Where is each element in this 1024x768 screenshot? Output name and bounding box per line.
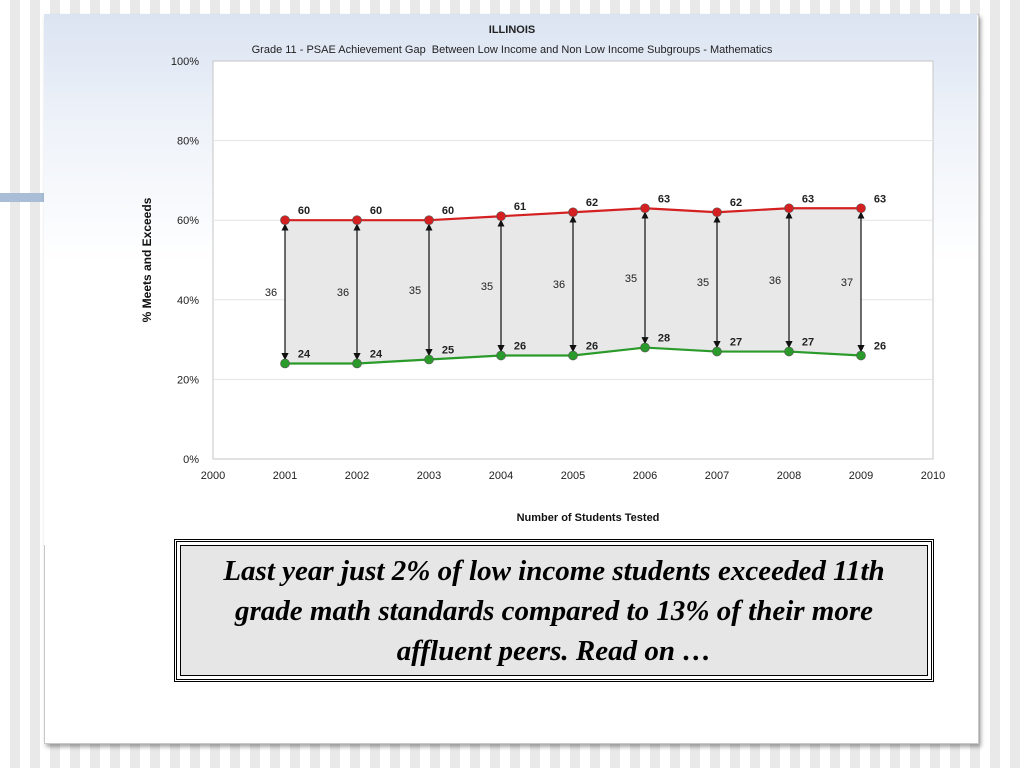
data-point [353,216,362,225]
y-tick-label: 80% [176,135,199,148]
data-label: 27 [801,336,815,349]
gap-label: 37 [840,276,854,289]
data-label: 24 [297,348,311,361]
x-tick-label: 2006 [632,470,658,482]
data-point [857,351,866,360]
data-label: 60 [369,205,383,218]
data-label: 26 [873,340,887,353]
callout-inner [180,545,928,676]
data-label: 28 [657,332,671,345]
gap-label: 36 [336,286,350,299]
gap-label: 35 [480,280,494,293]
data-label: 24 [369,348,383,361]
gap-label: 35 [624,272,638,285]
gap-label: 35 [696,276,710,289]
data-label: 26 [585,340,599,353]
gap-label: 36 [768,274,782,287]
data-point [569,208,578,217]
x-tick-label: 2008 [776,470,802,482]
y-tick-label: 20% [176,374,199,387]
data-label: 27 [729,336,743,349]
x-tick-label: 2005 [560,470,586,482]
y-tick-label: 100% [170,56,199,68]
data-label: 25 [441,344,455,357]
data-point [785,347,794,356]
data-point [353,359,362,368]
data-label: 63 [657,193,671,206]
data-point [281,359,290,368]
data-label: 63 [873,193,887,206]
data-point [497,351,506,360]
data-point [713,208,722,217]
callout-text: Last year just 2% of low income students exceeded 11th grade math standards compared to 13% of their more affluent peers. Read on … [223,554,885,667]
data-point [785,204,794,213]
data-point [425,216,434,225]
data-label: 60 [297,205,311,218]
x-tick-label: 2002 [344,470,370,482]
callout-box [174,539,934,682]
x-tick-label: 2000 [200,470,226,482]
gap-label: 35 [408,284,422,297]
data-label: 62 [585,197,599,210]
data-point [713,347,722,356]
data-point [425,355,434,364]
x-axis-label: Number of Students Tested [516,512,660,524]
data-point [569,351,578,360]
y-axis-label: % Meets and Exceeds [140,197,154,323]
data-label: 60 [441,205,455,218]
y-tick-label: 60% [176,215,199,228]
gap-label: 36 [552,278,566,291]
data-label: 63 [801,193,815,206]
x-tick-label: 2004 [488,470,514,482]
data-label: 61 [513,201,527,214]
x-tick-label: 2009 [848,470,874,482]
y-tick-label: 0% [183,454,199,466]
data-point [497,212,506,221]
chart-title: ILLINOIS [488,24,536,36]
chart-subtitle: Grade 11 - PSAE Achievement Gap Between Low Income and Non Low Income Subgroups - Mathematics [251,44,773,56]
x-tick-label: 2003 [416,470,442,482]
gap-label: 36 [264,286,278,299]
data-label: 26 [513,340,527,353]
x-tick-label: 2007 [704,470,730,482]
data-point [857,204,866,213]
data-label: 62 [729,197,743,210]
data-point [641,343,650,352]
x-tick-label: 2001 [272,470,298,482]
y-tick-label: 40% [176,294,199,307]
x-tick-label: 2010 [920,470,946,482]
data-point [281,216,290,225]
data-point [641,204,650,213]
plot-area [171,56,945,482]
